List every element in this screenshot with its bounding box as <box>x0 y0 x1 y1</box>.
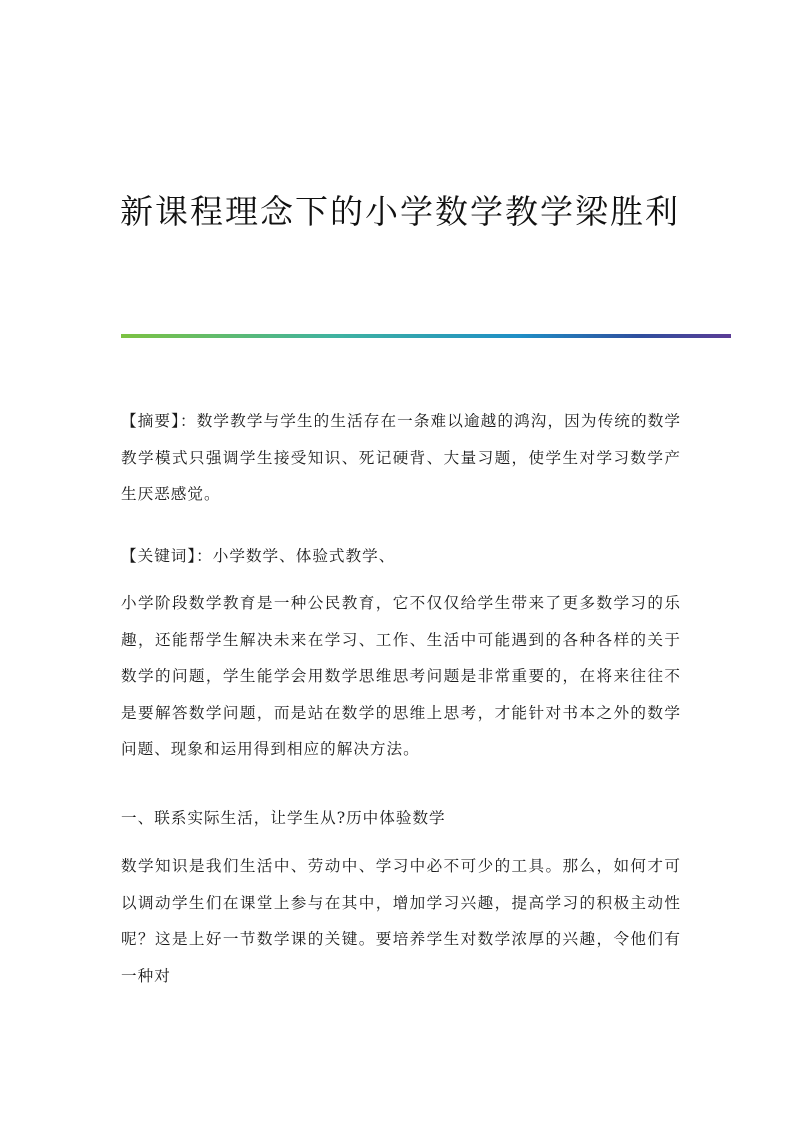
abstract-paragraph: 【摘要】：数学教学与学生的生活存在一条难以逾越的鸿沟，因为传统的数学教学模式只强调学生接受知识、死记硬背、大量习题，使学生对学习数学产生厌恶感觉。 <box>121 412 681 503</box>
intro-paragraph: 小学阶段数学教育是一种公民教育，它不仅仅给学生带来了更多数学习的乐趣，还能帮学生解决未来在学习、工作、生活中可能遇到的各种各样的关于数学的问题，学生能学会用数学思维思考问题是非常重要的，在将来往往不是要解答数学问题，而是站在数学的思维上思考，才能针对书本之外的数学问题、现象和运用得到相应的解决方法。 <box>121 594 681 758</box>
document-title: 新课程理念下的小学数学教学梁胜利 <box>120 192 680 231</box>
title-divider <box>121 334 731 338</box>
keywords-paragraph: 【关键词】：小学数学、体验式教学、 <box>121 547 396 565</box>
section-heading: 一、联系实际生活，让学生从?历中体验数学 <box>121 809 446 827</box>
section-paragraph: 数学知识是我们生活中、劳动中、学习中必不可少的工具。那么，如何才可以调动学生们在课堂上参与在其中，增加学习兴趣，提高学习的积极主动性呢？这是上好一节数学课的关键。要培养学生对数学浓厚的兴趣，令他们有一种对 <box>121 857 681 985</box>
